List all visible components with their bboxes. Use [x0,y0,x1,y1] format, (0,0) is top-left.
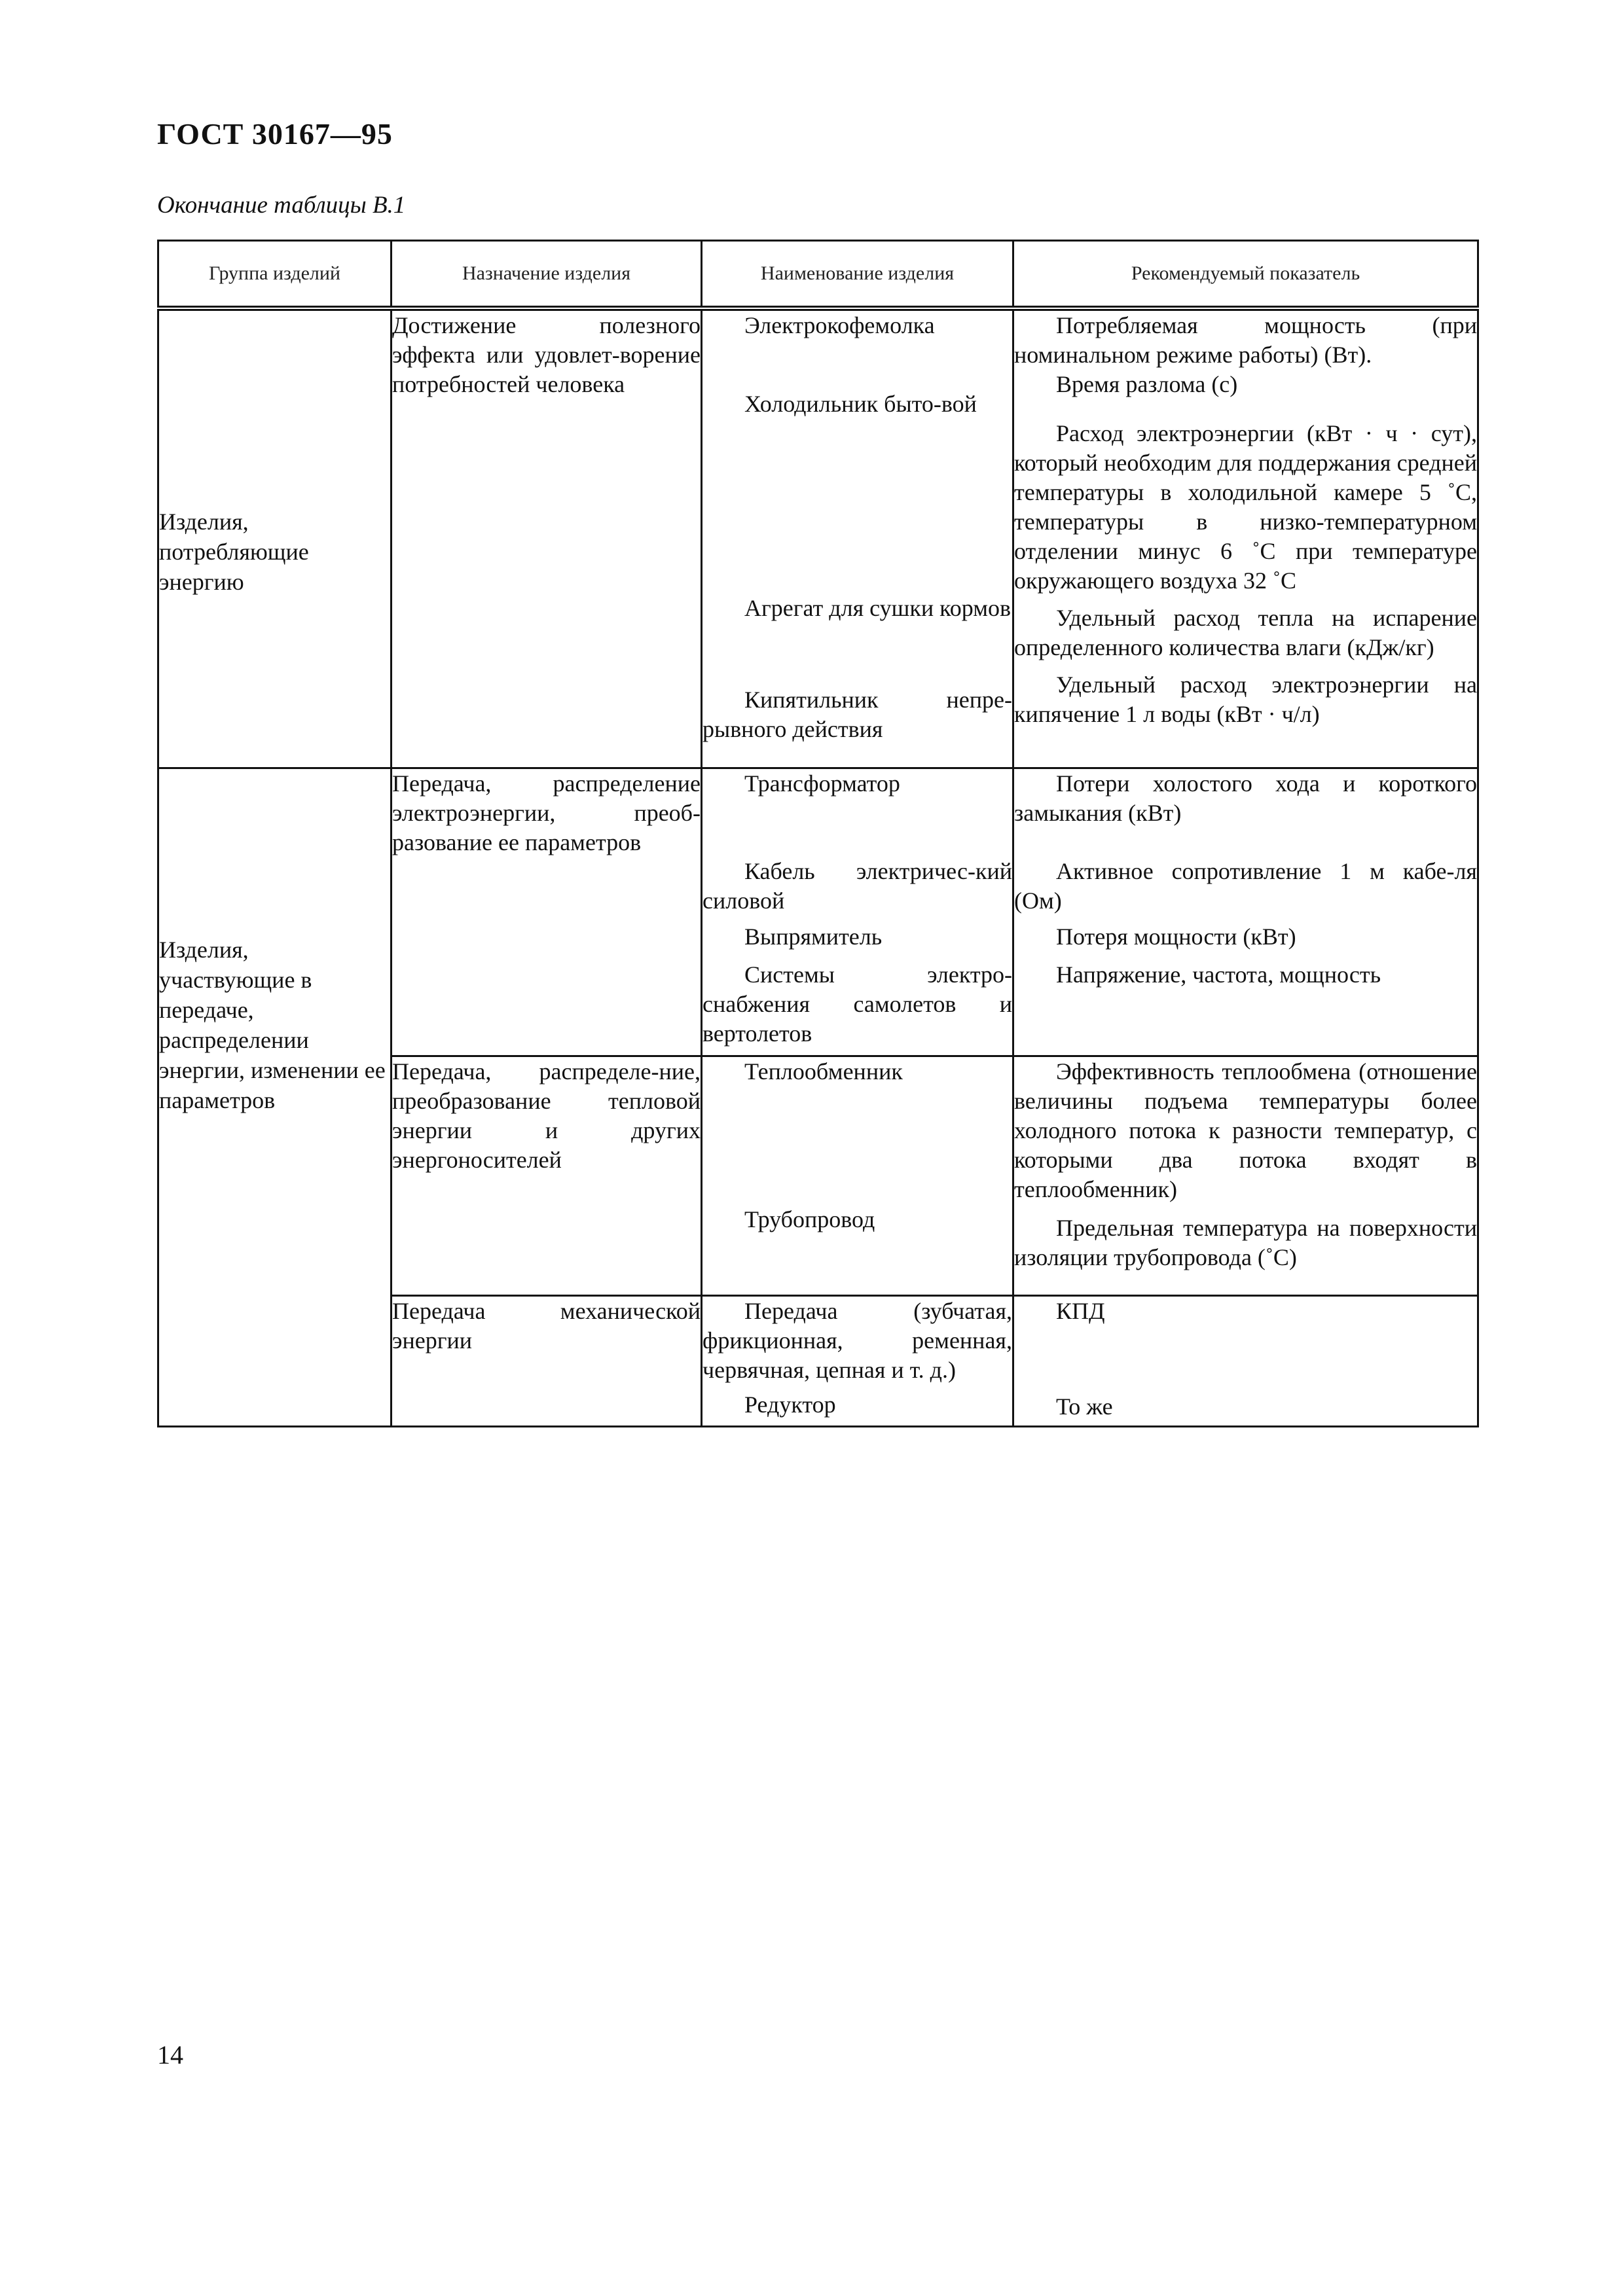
table-row [158,768,1478,1056]
indicator-text: Удельный расход тепла на испарение определенного количества влаги (кДж/кг) [1014,605,1477,660]
item-name: Передача (зубчатая, фрикционная, ременная, червячная, цепная и т. д.) [702,1297,1012,1383]
indicator-text: Эффективность теплообмена (отношение величины подъема температуры более холодного потока к разности температур, с которыми два потока входят в теплообменник) [1014,1058,1477,1202]
item-name: Редуктор [744,1391,836,1418]
item-name: Трансформатор [744,770,900,797]
indicator-text: Напряжение, частота, мощность [1056,961,1381,988]
item-name: Кипятильник непре-рывного действия [702,687,1012,742]
indicator-text: Активное сопротивление 1 м кабе-ля (Ом) [1014,857,1477,914]
document-code: ГОСТ 30167—95 [157,117,393,151]
column-header-purpose: Назначение изделия [392,241,702,309]
indicators-cell [1013,308,1478,768]
item-name: Кабель электричес-кий силовой [702,857,1012,914]
item-name: Холодильник быто-вой [744,391,977,417]
column-header-name: Наименование изделия [702,241,1013,309]
item-names-cell [702,308,1013,768]
indicator-text: Потеря мощности (кВт) [1056,923,1296,950]
table-header-row [158,241,1478,309]
indicators-cell [1013,1056,1478,1295]
purpose-label: Передача механической энергии [392,1297,701,1354]
purpose-cell [392,308,702,768]
page-number: 14 [157,2040,183,2070]
indicator-text: Удельный расход электроэнергии на кипячение 1 л воды (кВт · ч/л) [1014,672,1477,727]
purpose-label: Передача, распределение электроэнергии, преоб-разование ее параметров [392,770,701,855]
item-name: Теплообменник [744,1058,903,1085]
column-header-group: Группа изделий [158,241,392,309]
group-cell [158,768,392,1426]
indicators-cell [1013,1295,1478,1426]
indicator-text: Потери холостого хода и короткого замыкания (кВт) [1014,770,1477,826]
item-name: Трубопровод [744,1206,875,1232]
table-row [158,308,1478,768]
indicator-text: То же [1056,1393,1113,1420]
group-label: Изделия, участвующие в передаче, распределении энергии, изменении ее параметров [159,937,386,1113]
group-cell [158,308,392,768]
group-label: Изделия, потребляющие энергию [159,509,309,596]
indicator-text: Расход электроэнергии (кВт · ч · сут), который необходим для поддержания средней температуры в холодильной камере 5 ˚С, температуры в низко-температурном отделении минус 6 ˚С при температуре окружающего воздуха 32 ˚С [1014,420,1477,594]
indicator-text: Время разлома (с) [1056,371,1238,397]
indicator-text: Потребляемая мощность (при номинальном режиме работы) (Вт). [1014,312,1477,368]
purpose-label: Достижение полезного эффекта или удовлет-ворение потребностей человека [392,312,701,397]
indicator-text: КПД [1056,1297,1105,1324]
item-name: Выпрямитель [744,923,883,950]
item-names-cell [702,768,1013,1056]
table-caption: Окончание таблицы В.1 [157,192,406,219]
item-name: Электрокофемолка [744,312,935,338]
item-names-cell [702,1056,1013,1295]
purpose-label: Передача, распределе-ние, преобразование тепловой энергии и других энергоносителей [392,1058,701,1173]
item-name: Системы электро-снабжения самолетов и вертолетов [702,961,1012,1047]
purpose-cell [392,1295,702,1426]
purpose-cell [392,1056,702,1295]
item-name: Агрегат для сушки кормов [744,595,1012,621]
products-table [157,240,1479,1427]
indicators-cell [1013,768,1478,1056]
item-names-cell [702,1295,1013,1426]
column-header-indicator: Рекомендуемый показатель [1013,241,1478,309]
purpose-cell [392,768,702,1056]
indicator-text: Предельная температура на поверхности изоляции трубопровода (˚С) [1014,1214,1477,1270]
